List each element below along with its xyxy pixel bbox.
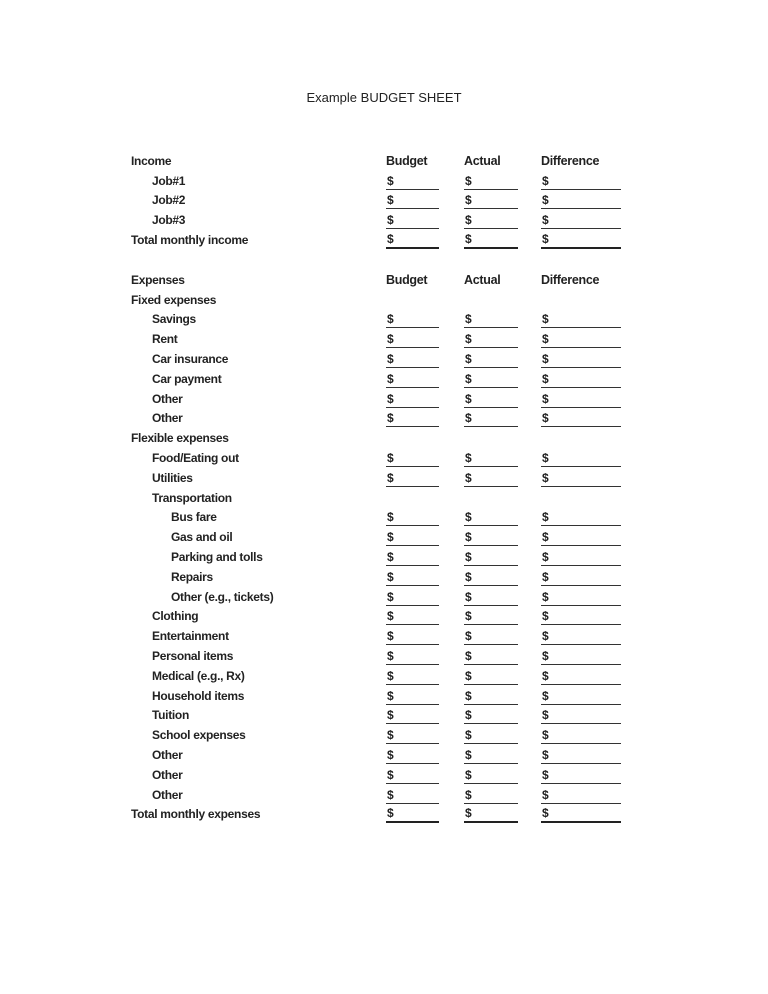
difference-field[interactable]	[541, 227, 621, 249]
dollar-sign: $	[465, 629, 472, 644]
fixed-expenses-heading-row	[131, 289, 626, 309]
dollar-sign: $	[387, 371, 394, 386]
dollar-sign: $	[387, 609, 394, 624]
budget-row	[131, 388, 626, 408]
dollar-sign: $	[465, 569, 472, 584]
budget-row	[131, 190, 626, 210]
row-label: Other	[152, 767, 183, 782]
difference-field[interactable]	[541, 466, 621, 487]
row-label: Bus fare	[171, 510, 217, 525]
budget-field[interactable]	[386, 227, 439, 249]
dollar-sign: $	[542, 688, 549, 703]
actual-field[interactable]	[464, 624, 518, 645]
difference-field[interactable]	[541, 367, 621, 388]
actual-field[interactable]	[464, 446, 518, 467]
actual-field[interactable]	[464, 347, 518, 368]
difference-field[interactable]	[541, 605, 621, 626]
dollar-sign: $	[387, 312, 394, 327]
difference-field[interactable]	[541, 308, 621, 329]
actual-field[interactable]	[464, 743, 518, 764]
dollar-sign: $	[465, 213, 472, 228]
dollar-sign: $	[387, 450, 394, 465]
difference-field[interactable]	[541, 189, 621, 210]
budget-row	[131, 606, 626, 626]
dollar-sign: $	[387, 806, 394, 821]
row-label: Total monthly income	[131, 232, 249, 247]
budget-row	[131, 685, 626, 705]
row-label: Other	[152, 787, 183, 802]
budget-sheet	[131, 150, 626, 823]
difference-field[interactable]	[541, 208, 621, 229]
budget-field[interactable]	[386, 466, 439, 487]
dollar-sign: $	[465, 332, 472, 347]
actual-field[interactable]	[464, 723, 518, 744]
actual-field[interactable]	[464, 664, 518, 685]
dollar-sign: $	[387, 391, 394, 406]
difference-field[interactable]	[541, 624, 621, 645]
actual-field[interactable]	[464, 802, 518, 824]
row-label: Clothing	[152, 609, 199, 624]
dollar-sign: $	[387, 569, 394, 584]
dollar-sign: $	[387, 787, 394, 802]
dollar-sign: $	[465, 351, 472, 366]
budget-field[interactable]	[386, 407, 439, 428]
row-label: Car insurance	[152, 351, 229, 366]
dollar-sign: $	[465, 787, 472, 802]
budget-field[interactable]	[386, 367, 439, 388]
budget-row	[131, 309, 626, 329]
dollar-sign: $	[465, 688, 472, 703]
difference-field[interactable]	[541, 565, 621, 586]
actual-field[interactable]	[464, 605, 518, 626]
budget-row	[131, 724, 626, 744]
flexible-expenses-heading-row	[131, 427, 626, 447]
row-label: Other (e.g., tickets)	[171, 589, 274, 604]
column-header-difference: Difference	[541, 153, 600, 168]
dollar-sign: $	[387, 688, 394, 703]
row-label: Medical (e.g., Rx)	[152, 668, 245, 683]
actual-field[interactable]	[464, 227, 518, 249]
budget-field[interactable]	[386, 387, 439, 408]
budget-row	[131, 566, 626, 586]
dollar-sign: $	[465, 668, 472, 683]
actual-field[interactable]	[464, 407, 518, 428]
dollar-sign: $	[387, 351, 394, 366]
budget-field[interactable]	[386, 763, 439, 784]
dollar-sign: $	[465, 747, 472, 762]
budget-row	[131, 665, 626, 685]
budget-field[interactable]	[386, 327, 439, 348]
actual-field[interactable]	[464, 585, 518, 606]
budget-field[interactable]	[386, 545, 439, 566]
dollar-sign: $	[542, 530, 549, 545]
dollar-sign: $	[542, 629, 549, 644]
budget-row	[131, 764, 626, 784]
dollar-sign: $	[542, 569, 549, 584]
dollar-sign: $	[387, 530, 394, 545]
dollar-sign: $	[542, 391, 549, 406]
budget-field[interactable]	[386, 644, 439, 665]
difference-field[interactable]	[541, 802, 621, 824]
budget-row	[131, 447, 626, 467]
actual-field[interactable]	[464, 367, 518, 388]
dollar-sign: $	[387, 231, 394, 246]
income-heading: Income	[131, 153, 172, 168]
row-label: Job#3	[152, 213, 186, 228]
total-income-row	[131, 229, 626, 249]
row-label: Savings	[152, 312, 196, 327]
budget-row	[131, 744, 626, 764]
dollar-sign: $	[542, 231, 549, 246]
transportation-heading-row	[131, 487, 626, 507]
row-label: Car payment	[152, 371, 222, 386]
dollar-sign: $	[387, 510, 394, 525]
row-label: Personal items	[152, 648, 234, 663]
income-header-row	[131, 150, 626, 170]
dollar-sign: $	[465, 510, 472, 525]
budget-field[interactable]	[386, 664, 439, 685]
expenses-heading: Expenses	[131, 272, 185, 287]
total-expenses-row	[131, 804, 626, 824]
difference-field[interactable]	[541, 446, 621, 467]
difference-field[interactable]	[541, 169, 621, 190]
dollar-sign: $	[542, 787, 549, 802]
dollar-sign: $	[542, 747, 549, 762]
dollar-sign: $	[542, 351, 549, 366]
row-label: Utilities	[152, 470, 193, 485]
dollar-sign: $	[465, 193, 472, 208]
dollar-sign: $	[387, 332, 394, 347]
dollar-sign: $	[465, 371, 472, 386]
row-label: Gas and oil	[171, 530, 233, 545]
dollar-sign: $	[542, 371, 549, 386]
expenses-header-row	[131, 269, 626, 289]
actual-field[interactable]	[464, 684, 518, 705]
dollar-sign: $	[542, 510, 549, 525]
difference-field[interactable]	[541, 664, 621, 685]
row-label: Other	[152, 747, 183, 762]
row-label: Household items	[152, 688, 245, 703]
dollar-sign: $	[465, 589, 472, 604]
actual-field[interactable]	[464, 308, 518, 329]
actual-field[interactable]	[464, 644, 518, 665]
difference-field[interactable]	[541, 387, 621, 408]
actual-field[interactable]	[464, 763, 518, 784]
budget-row	[131, 467, 626, 487]
budget-field[interactable]	[386, 723, 439, 744]
budget-row	[131, 328, 626, 348]
dollar-sign: $	[465, 312, 472, 327]
dollar-sign: $	[542, 806, 549, 821]
dollar-sign: $	[387, 549, 394, 564]
row-label: Food/Eating out	[152, 450, 239, 465]
dollar-sign: $	[542, 411, 549, 426]
difference-field[interactable]	[541, 743, 621, 764]
budget-row	[131, 170, 626, 190]
dollar-sign: $	[465, 411, 472, 426]
row-label: Other	[152, 391, 183, 406]
section-heading: Flexible expenses	[131, 431, 229, 446]
page-title: Example BUDGET SHEET	[306, 90, 462, 105]
budget-field[interactable]	[386, 565, 439, 586]
dollar-sign: $	[465, 767, 472, 782]
budget-field[interactable]	[386, 585, 439, 606]
budget-field[interactable]	[386, 169, 439, 190]
difference-field[interactable]	[541, 545, 621, 566]
dollar-sign: $	[542, 589, 549, 604]
budget-field[interactable]	[386, 525, 439, 546]
budget-field[interactable]	[386, 743, 439, 764]
dollar-sign: $	[387, 708, 394, 723]
row-label: Tuition	[152, 708, 189, 723]
section-heading: Transportation	[152, 490, 232, 505]
row-label: Job#2	[152, 193, 186, 208]
dollar-sign: $	[542, 728, 549, 743]
dollar-sign: $	[387, 629, 394, 644]
dollar-sign: $	[387, 411, 394, 426]
dollar-sign: $	[387, 589, 394, 604]
dollar-sign: $	[465, 549, 472, 564]
column-header-actual: Actual	[464, 153, 501, 168]
row-label: Other	[152, 411, 183, 426]
row-label: Entertainment	[152, 629, 229, 644]
row-label: School expenses	[152, 728, 246, 743]
actual-field[interactable]	[464, 506, 518, 527]
dollar-sign: $	[387, 193, 394, 208]
dollar-sign: $	[465, 728, 472, 743]
column-header-actual: Actual	[464, 272, 501, 287]
actual-field[interactable]	[464, 208, 518, 229]
dollar-sign: $	[465, 231, 472, 246]
row-label: Rent	[152, 332, 178, 347]
difference-field[interactable]	[541, 783, 621, 804]
dollar-sign: $	[542, 332, 549, 347]
column-header-budget: Budget	[386, 272, 428, 287]
budget-field[interactable]	[386, 802, 439, 824]
difference-field[interactable]	[541, 684, 621, 705]
budget-field[interactable]	[386, 208, 439, 229]
dollar-sign: $	[465, 173, 472, 188]
difference-field[interactable]	[541, 347, 621, 368]
dollar-sign: $	[542, 312, 549, 327]
dollar-sign: $	[542, 708, 549, 723]
budget-row	[131, 348, 626, 368]
dollar-sign: $	[387, 213, 394, 228]
difference-field[interactable]	[541, 763, 621, 784]
budget-row	[131, 546, 626, 566]
budget-field[interactable]	[386, 308, 439, 329]
dollar-sign: $	[465, 648, 472, 663]
dollar-sign: $	[542, 193, 549, 208]
actual-field[interactable]	[464, 169, 518, 190]
budget-row	[131, 408, 626, 428]
dollar-sign: $	[542, 470, 549, 485]
dollar-sign: $	[465, 708, 472, 723]
section-heading: Fixed expenses	[131, 292, 217, 307]
dollar-sign: $	[387, 767, 394, 782]
difference-field[interactable]	[541, 525, 621, 546]
dollar-sign: $	[465, 609, 472, 624]
difference-field[interactable]	[541, 704, 621, 725]
actual-field[interactable]	[464, 565, 518, 586]
dollar-sign: $	[542, 173, 549, 188]
actual-field[interactable]	[464, 327, 518, 348]
difference-field[interactable]	[541, 327, 621, 348]
dollar-sign: $	[542, 668, 549, 683]
budget-field[interactable]	[386, 624, 439, 645]
dollar-sign: $	[465, 450, 472, 465]
dollar-sign: $	[465, 391, 472, 406]
difference-field[interactable]	[541, 407, 621, 428]
row-label: Job#1	[152, 173, 186, 188]
dollar-sign: $	[387, 648, 394, 663]
dollar-sign: $	[542, 549, 549, 564]
budget-row	[131, 645, 626, 665]
column-header-budget: Budget	[386, 153, 428, 168]
actual-field[interactable]	[464, 704, 518, 725]
budget-row	[131, 625, 626, 645]
budget-field[interactable]	[386, 506, 439, 527]
actual-field[interactable]	[464, 525, 518, 546]
budget-row	[131, 586, 626, 606]
row-label: Repairs	[171, 569, 213, 584]
dollar-sign: $	[542, 767, 549, 782]
budget-field[interactable]	[386, 605, 439, 626]
row-label: Total monthly expenses	[131, 807, 261, 822]
dollar-sign: $	[387, 747, 394, 762]
budget-field[interactable]	[386, 189, 439, 210]
dollar-sign: $	[542, 609, 549, 624]
dollar-sign: $	[387, 728, 394, 743]
budget-field[interactable]	[386, 347, 439, 368]
budget-row	[131, 368, 626, 388]
actual-field[interactable]	[464, 387, 518, 408]
budget-row	[131, 507, 626, 527]
difference-field[interactable]	[541, 644, 621, 665]
dollar-sign: $	[465, 470, 472, 485]
budget-row	[131, 705, 626, 725]
dollar-sign: $	[387, 173, 394, 188]
dollar-sign: $	[465, 806, 472, 821]
dollar-sign: $	[542, 450, 549, 465]
dollar-sign: $	[542, 213, 549, 228]
actual-field[interactable]	[464, 783, 518, 804]
row-label: Parking and tolls	[171, 549, 263, 564]
column-header-difference: Difference	[541, 272, 600, 287]
budget-field[interactable]	[386, 783, 439, 804]
budget-field[interactable]	[386, 684, 439, 705]
difference-field[interactable]	[541, 506, 621, 527]
difference-field[interactable]	[541, 585, 621, 606]
actual-field[interactable]	[464, 466, 518, 487]
budget-field[interactable]	[386, 446, 439, 467]
difference-field[interactable]	[541, 723, 621, 744]
dollar-sign: $	[465, 530, 472, 545]
dollar-sign: $	[387, 668, 394, 683]
budget-field[interactable]	[386, 704, 439, 725]
dollar-sign: $	[387, 470, 394, 485]
actual-field[interactable]	[464, 545, 518, 566]
dollar-sign: $	[542, 648, 549, 663]
budget-row	[131, 526, 626, 546]
actual-field[interactable]	[464, 189, 518, 210]
